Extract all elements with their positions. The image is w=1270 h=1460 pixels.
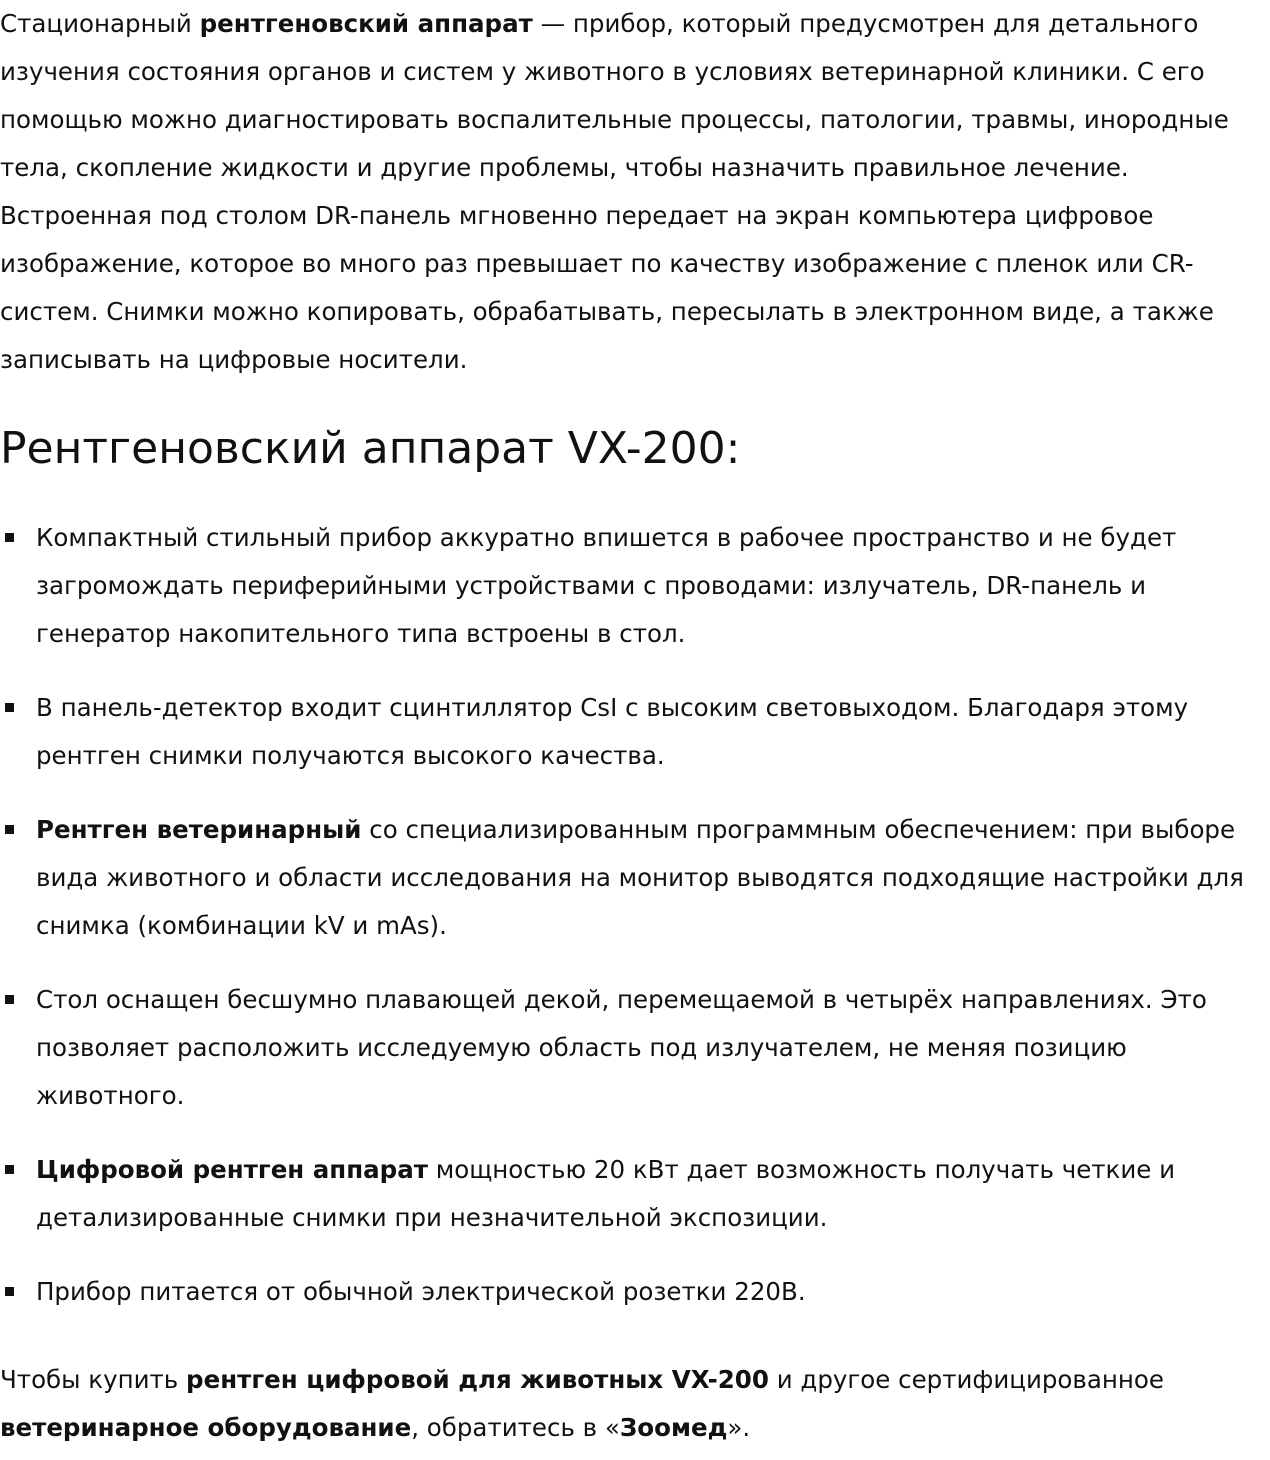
intro-bold-xray-device: рентгеновский аппарат <box>199 9 533 38</box>
section-heading: Рентгеновский аппарат VX-200: <box>0 423 741 474</box>
square-bullet-icon <box>5 825 14 834</box>
list-item-text: В панель-детектор входит сцинтиллятор CsI с высоким световыходом. Благодаря этому рентген снимки получаются высокого качества. <box>36 693 1189 770</box>
outro-text-3: , обратитесь в « <box>411 1413 620 1442</box>
list-item <box>0 514 1270 658</box>
square-bullet-icon <box>5 995 14 1004</box>
outro-bold-product: рентген цифровой для животных VX-200 <box>186 1365 769 1394</box>
list-item-text: Прибор питается от обычной электрической розетки 220В. <box>36 1277 806 1306</box>
intro-text-1: Стационарный <box>0 9 200 38</box>
list-item-bold: Рентген ветеринарный <box>36 815 362 844</box>
list-item <box>0 1146 1270 1242</box>
outro-bold-equipment: ветеринарное оборудование <box>0 1413 412 1442</box>
list-item-text: со специализированным программным обеспечением: при выборе вида животного и области исследования на монитор выводятся подходящие настройки для снимка (комбинации kV и mAs). <box>36 815 1244 940</box>
list-item-bold: Цифровой рентген аппарат <box>36 1155 428 1184</box>
list-item-text: Компактный стильный прибор аккуратно впишется в рабочее пространство и не будет загромождать периферийными устройствами с проводами: излучатель, DR-панель и генератор накопительного типа встроены в стол. <box>36 523 1177 648</box>
list-item <box>0 976 1270 1120</box>
feature-list <box>0 514 1270 1316</box>
outro-text-1: Чтобы купить <box>0 1365 187 1394</box>
square-bullet-icon <box>5 703 14 712</box>
list-item <box>0 1268 1270 1316</box>
intro-text-2: — прибор, который предусмотрен для детального изучения состояния органов и систем у животного в условиях ветеринарной клиники. С его помощью можно диагностировать воспалительные процессы, патологии, травмы, инородные тела, скопление жидкости и другие проблемы, чтобы назначить правильное лечение. Встроенная под столом DR-панель мгновенно передает на экран компьютера цифровое изображение, которое во много раз превышает по качеству изображение с пленок или CR-систем. Снимки можно копировать, обрабатывать, пересылать в электронном виде, а также записывать на цифровые носители. <box>0 9 1229 374</box>
list-item <box>0 806 1270 950</box>
outro-text-2: и другое сертифицированное <box>768 1365 1164 1394</box>
list-item-text: мощностью 20 кВт дает возможность получать четкие и детализированные снимки при незначительной экспозиции. <box>36 1155 1176 1232</box>
outro-paragraph <box>0 1356 1270 1452</box>
outro-bold-company: Зоомед <box>619 1413 728 1442</box>
square-bullet-icon <box>5 533 14 542</box>
outro-text-4: ». <box>727 1413 751 1442</box>
list-item <box>0 684 1270 780</box>
square-bullet-icon <box>5 1287 14 1296</box>
square-bullet-icon <box>5 1165 14 1174</box>
list-item-text: Стол оснащен бесшумно плавающей декой, перемещаемой в четырёх направлениях. Это позволяет расположить исследуемую область под излучателем, не меняя позицию животного. <box>36 985 1207 1110</box>
intro-paragraph <box>0 0 1270 384</box>
